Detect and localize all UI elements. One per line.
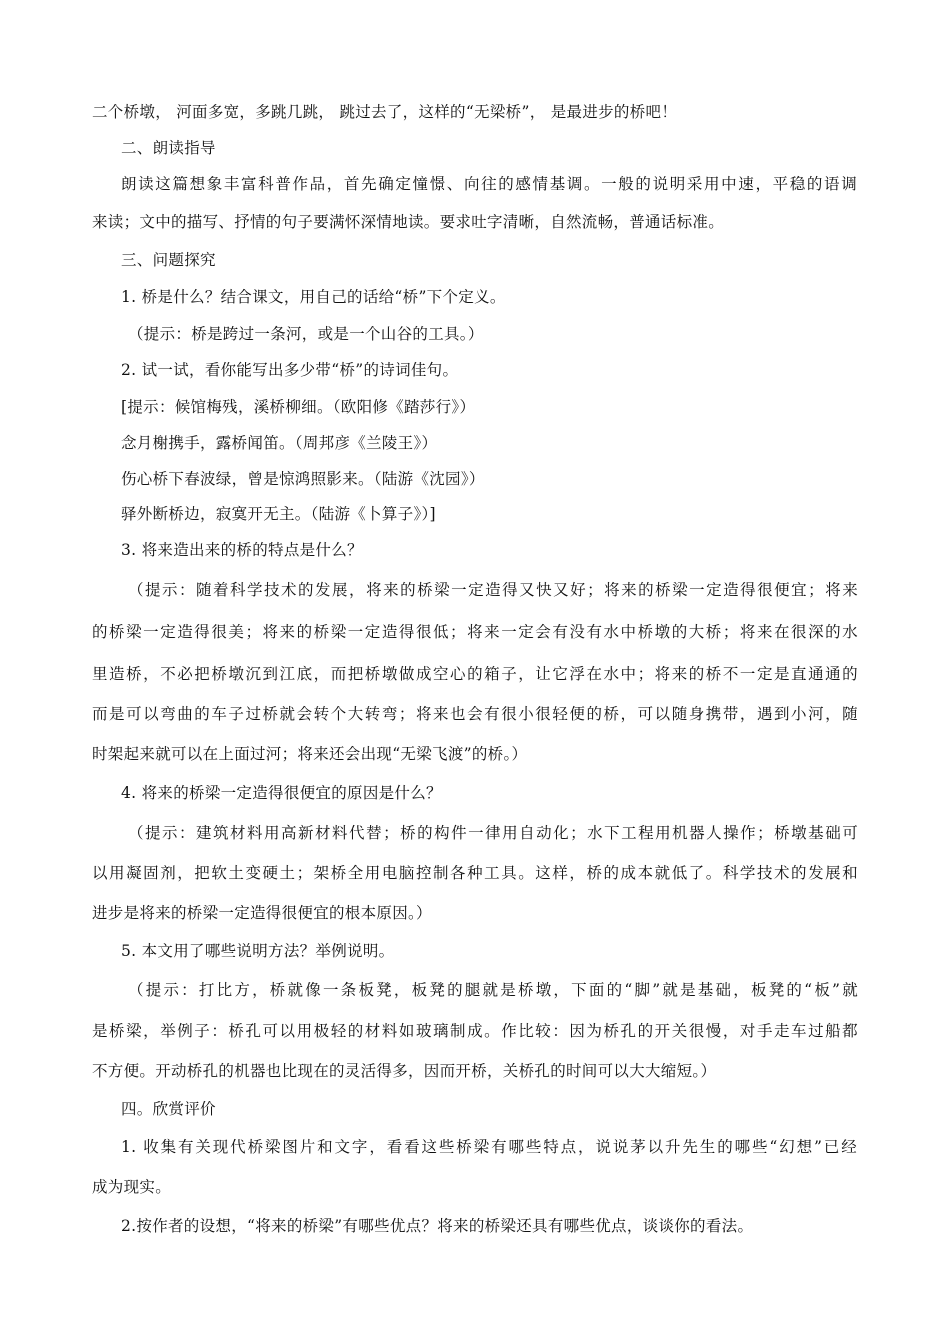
hint-line: （提示：打比方，桥就像一条板凳，板凳的腿就是桥墩，下面的“脚”就是基础，板凳的“板”就 — [128, 981, 858, 999]
question-line: 5. 本文用了哪些说明方法？举例说明。 — [121, 942, 395, 960]
text-line: 朗读这篇想象丰富科普作品，首先确定憧憬、向往的感情基调。一般的说明采用中速，平稳的语调 — [121, 175, 857, 193]
text-line: 里造桥，不必把桥墩沉到江底，而把桥墩做成空心的箱子，让它浮在水中；将来的桥不一定是直通通的 — [92, 665, 858, 683]
hint-line: 驿外断桥边，寂寞开无主。（陆游《卜算子》）] — [121, 505, 436, 523]
text-line: 来读；文中的描写、抒情的句子要满怀深情地读。要求吐字清晰，自然流畅，普通话标准。 — [92, 213, 725, 231]
question-line: 1. 桥是什么？结合课文，用自己的话给“桥”下个定义。 — [121, 288, 506, 306]
hint-line: （提示：桥是跨过一条河，或是一个山谷的工具。） — [128, 325, 484, 343]
hint-line: [提示：候馆梅残，溪桥柳细。（欧阳修《踏莎行》） — [121, 398, 476, 416]
text-line: 不方便。开动桥孔的机器也比现在的灵活得多，因而开桥，关桥孔的时间可以大大缩短。） — [92, 1062, 717, 1080]
section-heading: 三、问题探究 — [121, 251, 216, 269]
hint-line: 伤心桥下春波绿，曾是惊鸿照影来。（陆游《沈园》） — [121, 470, 485, 488]
question-line: 3. 将来造出来的桥的特点是什么？ — [121, 541, 363, 559]
hint-line: 念月榭携手，露桥闻笛。（周邦彦《兰陵王》） — [121, 434, 438, 452]
text-line: 是桥梁，举例子：桥孔可以用极轻的材料如玻璃制成。作比较：因为桥孔的开关很慢，对手走车过船都 — [92, 1022, 858, 1040]
text-line: 而是可以弯曲的车子过桥就会转个大转弯；将来也会有很小很轻便的桥，可以随身携带，遇到小河，随 — [92, 705, 858, 723]
question-line: 1. 收集有关现代桥梁图片和文字，看看这些桥梁有哪些特点，说说茅以升先生的哪些“幻想”已经 — [121, 1138, 857, 1156]
text-line: 成为现实。 — [92, 1178, 172, 1196]
question-line: 2. 试一试，看你能写出多少带“桥”的诗词佳句。 — [121, 361, 459, 379]
question-line: 2.按作者的设想，“将来的桥梁”有哪些优点？将来的桥梁还具有哪些优点，谈谈你的看法。 — [121, 1217, 754, 1235]
text-line: 进步是将来的桥梁一定造得很便宜的根本原因。） — [92, 904, 432, 922]
question-line: 4. 将来的桥梁一定造得很便宜的原因是什么？ — [121, 784, 442, 802]
hint-line: （提示：建筑材料用高新材料代替；桥的构件一律用自动化；水下工程用机器人操作；桥墩基础可 — [128, 824, 858, 842]
hint-line: （提示：随着科学技术的发展，将来的桥梁一定造得又快又好；将来的桥梁一定造得很便宜；将来 — [128, 581, 858, 599]
text-line: 以用凝固剂，把软土变硬土；架桥全用电脑控制各种工具。这样，桥的成本就低了。科学技术的发展和 — [92, 864, 858, 882]
text-line: 的桥梁一定造得很美；将来的桥梁一定造得很低；将来一定会有没有水中桥墩的大桥；将来在很深的水 — [92, 623, 858, 641]
section-heading: 四。欣赏评价 — [121, 1100, 216, 1118]
text-line: 二个桥墩， 河面多宽，多跳几跳， 跳过去了，这样的“无梁桥”， 是最进步的桥吧！ — [92, 103, 678, 121]
section-heading: 二、朗读指导 — [121, 139, 216, 157]
text-line: 时架起来就可以在上面过河；将来还会出现“无梁飞渡”的桥。） — [92, 745, 528, 763]
